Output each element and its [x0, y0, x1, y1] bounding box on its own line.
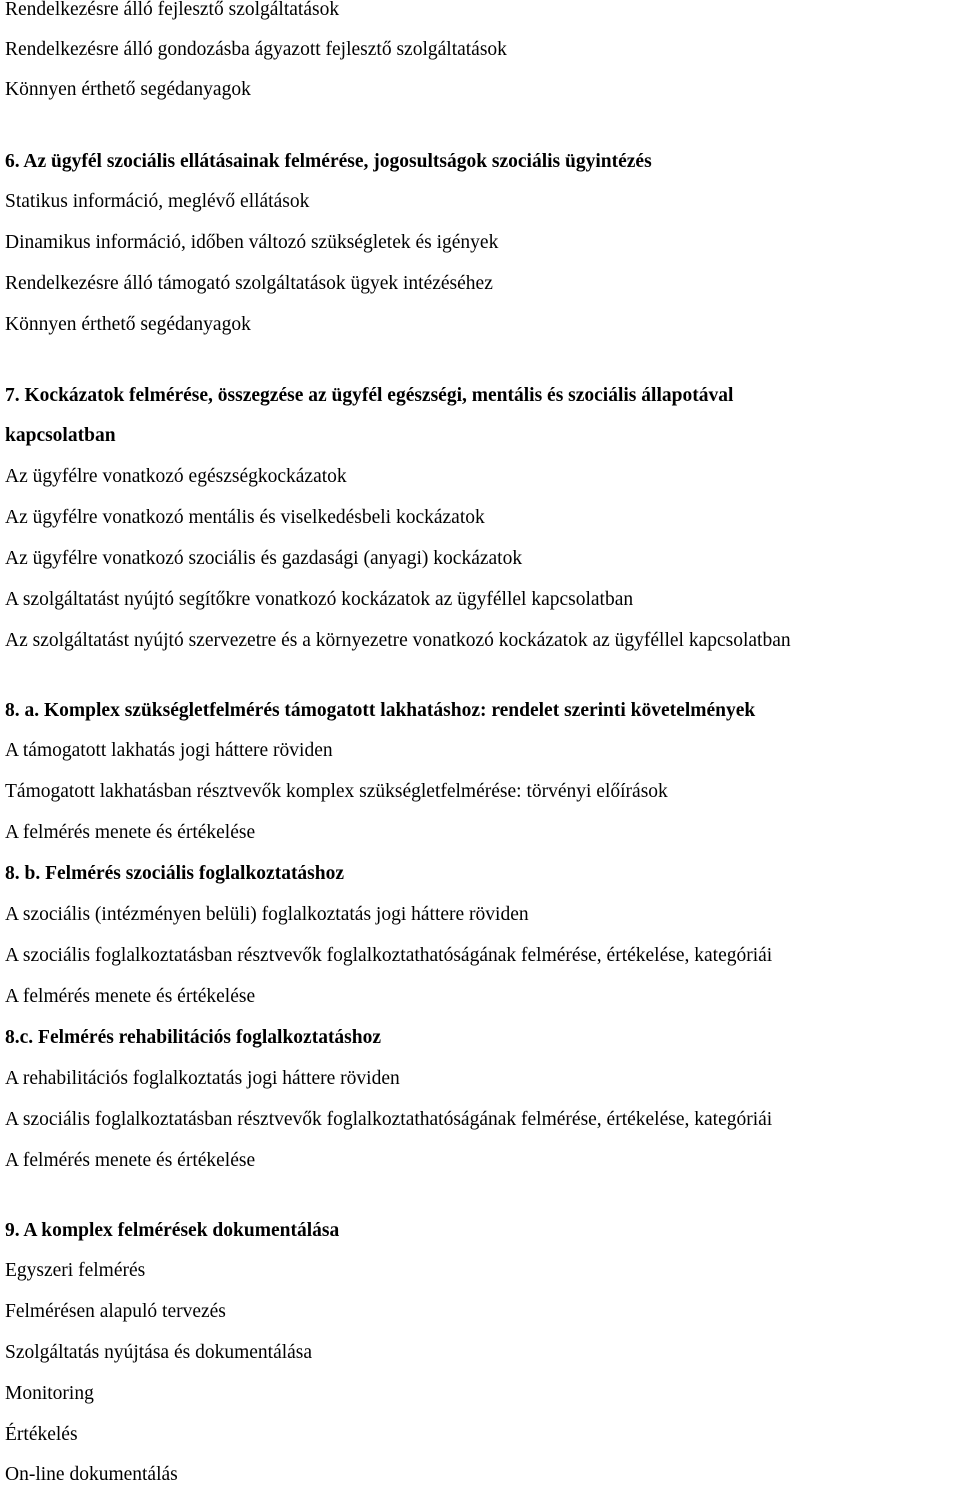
section-6-item: Dinamikus információ, időben változó szükségletek és igények	[5, 232, 499, 253]
section-7-heading: 7. Kockázatok felmérése, összegzése az ügyfél egészségi, mentális és szociális állapotával	[5, 385, 734, 406]
section-8c-item: A felmérés menete és értékelése	[5, 1150, 256, 1171]
section-9-item: On-line dokumentálás	[5, 1464, 178, 1485]
section-6-item: Könnyen érthető segédanyagok	[5, 314, 251, 335]
section-8c-heading: 8.c. Felmérés rehabilitációs foglalkoztatáshoz	[5, 1027, 382, 1048]
intro-item: Rendelkezésre álló fejlesztő szolgáltatások	[5, 0, 340, 20]
intro-item: Rendelkezésre álló gondozásba ágyazott fejlesztő szolgáltatások	[5, 39, 507, 60]
intro-item: Könnyen érthető segédanyagok	[5, 79, 251, 100]
section-6-item: Statikus információ, meglévő ellátások	[5, 191, 310, 212]
section-7-item: A szolgáltatást nyújtó segítőkre vonatkozó kockázatok az ügyféllel kapcsolatban	[5, 589, 634, 610]
section-8a-item: A támogatott lakhatás jogi háttere röviden	[5, 740, 333, 761]
section-9-item: Monitoring	[5, 1383, 94, 1404]
section-8b-heading: 8. b. Felmérés szociális foglalkoztatáshoz	[5, 863, 345, 884]
section-8a-item: A felmérés menete és értékelése	[5, 822, 256, 843]
section-6-heading: 6. Az ügyfél szociális ellátásainak felmérése, jogosultságok szociális ügyintézés	[5, 151, 652, 172]
section-8b-item: A felmérés menete és értékelése	[5, 986, 256, 1007]
section-9-heading: 9. A komplex felmérések dokumentálása	[5, 1220, 340, 1241]
section-6-item: Rendelkezésre álló támogató szolgáltatások ügyek intézéséhez	[5, 273, 493, 294]
section-7-item: Az ügyfélre vonatkozó szociális és gazdasági (anyagi) kockázatok	[5, 548, 523, 569]
section-7-heading-continued: kapcsolatban	[5, 425, 116, 446]
section-9-item: Egyszeri felmérés	[5, 1260, 146, 1281]
section-8b-item: A szociális foglalkoztatásban résztvevők foglalkoztathatóságának felmérése, értékelése, kategóriái	[5, 945, 773, 966]
section-7-item: Az szolgáltatást nyújtó szervezetre és a környezetre vonatkozó kockázatok az ügyféllel kapcsolatban	[5, 630, 791, 651]
section-8c-item: A rehabilitációs foglalkoztatás jogi háttere röviden	[5, 1068, 400, 1089]
section-8a-heading: 8. a. Komplex szükségletfelmérés támogatott lakhatáshoz: rendelet szerinti követelmények	[5, 700, 756, 721]
section-8b-item: A szociális (intézményen belüli) foglalkoztatás jogi háttere röviden	[5, 904, 529, 925]
section-7-item: Az ügyfélre vonatkozó mentális és viselkedésbeli kockázatok	[5, 507, 485, 528]
section-9-item: Felmérésen alapuló tervezés	[5, 1301, 226, 1322]
section-8a-item: Támogatott lakhatásban résztvevők komplex szükségletfelmérése: törvényi előírások	[5, 781, 668, 802]
section-9-item: Értékelés	[5, 1424, 78, 1445]
section-7-item: Az ügyfélre vonatkozó egészségkockázatok	[5, 466, 347, 487]
section-9-item: Szolgáltatás nyújtása és dokumentálása	[5, 1342, 313, 1363]
section-8c-item: A szociális foglalkoztatásban résztvevők foglalkoztathatóságának felmérése, értékelése, kategóriái	[5, 1109, 773, 1130]
